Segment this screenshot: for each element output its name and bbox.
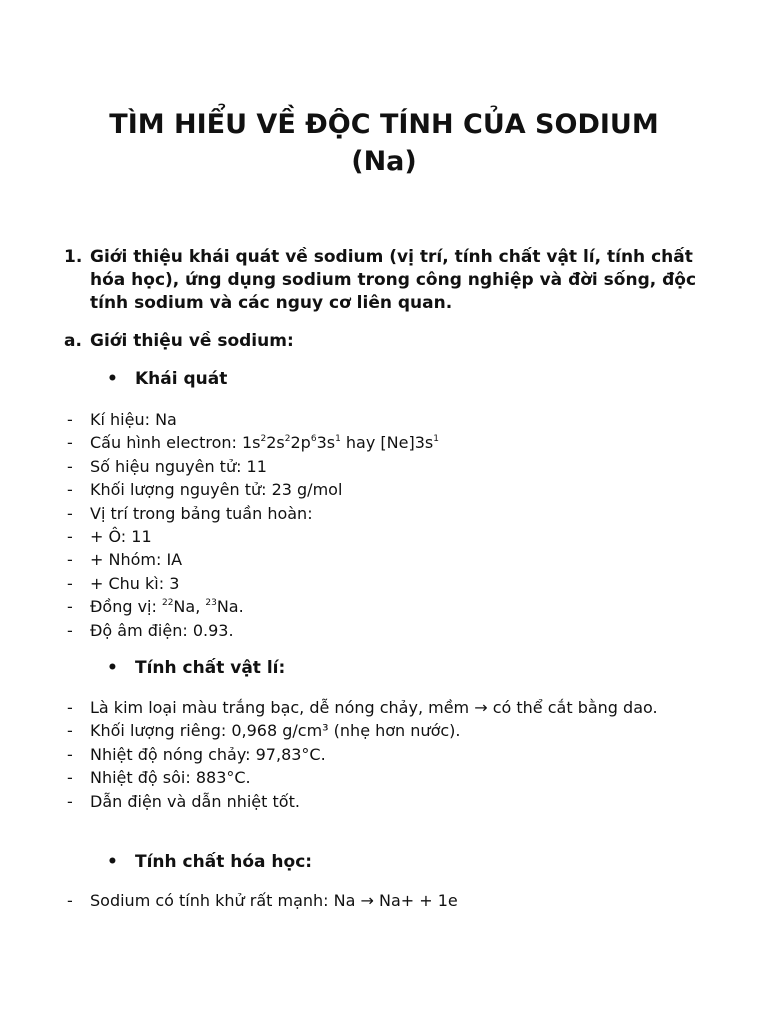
list-item-isotopes: - Đồng vị: $^{22}$Na, $^{23}$Na. (64, 595, 704, 618)
subheading-vat-li (107, 657, 286, 680)
list-item: - Sodium có tính khử rất mạnh: Na → Na+ + 1e (64, 889, 704, 912)
title-line-2: (Na) (351, 146, 417, 177)
section-1-text: Giới thiệu khái quát về sodium (vị trí, tính chất vật lí, tính chất hóa học), ứng dụng sodium trong công nghiệp và đời sống, độc tính sodium và các nguy cơ liên quan. (90, 247, 697, 313)
dash-marker: - (67, 891, 73, 910)
section-a-text: Giới thiệu về sodium: (90, 331, 294, 351)
list-item: - + Chu kì: 3 (64, 572, 704, 595)
khai-quat-list (64, 408, 704, 642)
section-a-number: a. (64, 331, 82, 351)
subheading-hoa-hoc-text: Tính chất hóa học: (135, 852, 313, 872)
vat-li-list (64, 696, 704, 813)
bullet-icon: • (107, 658, 118, 678)
dash-marker: - (67, 410, 73, 429)
list-item: - Là kim loại màu trắng bạc, dễ nóng chảy, mềm → có thể cắt bằng dao. (64, 696, 704, 719)
list-item: - Nhiệt độ sôi: 883°C. (64, 766, 704, 789)
subheading-khai-quat-text: Khái quát (135, 369, 228, 389)
dash-marker: - (67, 573, 73, 593)
dash-marker: - (67, 597, 73, 617)
dash-marker: - (67, 620, 73, 640)
list-item: - + Nhóm: IA (64, 548, 704, 571)
list-item: - + Ô: 11 (64, 525, 704, 548)
dash-marker: - (67, 527, 73, 547)
dash-marker: - (67, 698, 73, 717)
dash-marker: - (67, 433, 73, 453)
list-item: - Nhiệt độ nóng chảy: 97,83°C. (64, 743, 704, 766)
list-item-electron-config: - Cấu hình electron: $1s^22s^22p^63s^1$ hay $[Ne]3s^1$ (64, 431, 704, 454)
list-item: - Kí hiệu: Na (64, 408, 704, 431)
section-1-number: 1. (64, 247, 83, 267)
hoa-hoc-list (64, 889, 704, 912)
dash-marker: - (67, 550, 73, 570)
dash-marker: - (67, 480, 73, 500)
title-line-1: TÌM HIỂU VỀ ĐỘC TÍNH CỦA SODIUM (109, 109, 659, 140)
dash-marker: - (67, 721, 73, 741)
section-a-heading (64, 330, 704, 353)
list-item: - Khối lượng riêng: 0,968 g/cm³ (nhẹ hơn nước). (64, 719, 704, 742)
list-item: - Khối lượng nguyên tử: 23 g/mol (64, 478, 704, 501)
list-item: - Độ âm điện: 0.93. (64, 619, 704, 642)
subheading-hoa-hoc (107, 851, 313, 874)
dash-marker: - (67, 768, 73, 788)
list-item: - Dẫn điện và dẫn nhiệt tốt. (64, 790, 704, 813)
list-item: - Vị trí trong bảng tuần hoàn: (64, 502, 704, 525)
subheading-vat-li-text: Tính chất vật lí: (135, 658, 286, 678)
list-item: - Số hiệu nguyên tử: 11 (64, 455, 704, 478)
document-title (0, 106, 768, 180)
section-1-heading (64, 246, 704, 315)
bullet-icon: • (107, 852, 118, 872)
dash-marker: - (67, 456, 73, 476)
dash-marker: - (67, 503, 73, 523)
bullet-icon: • (107, 369, 118, 389)
dash-marker: - (67, 791, 73, 811)
subheading-khai-quat (107, 368, 228, 391)
dash-marker: - (67, 744, 73, 764)
